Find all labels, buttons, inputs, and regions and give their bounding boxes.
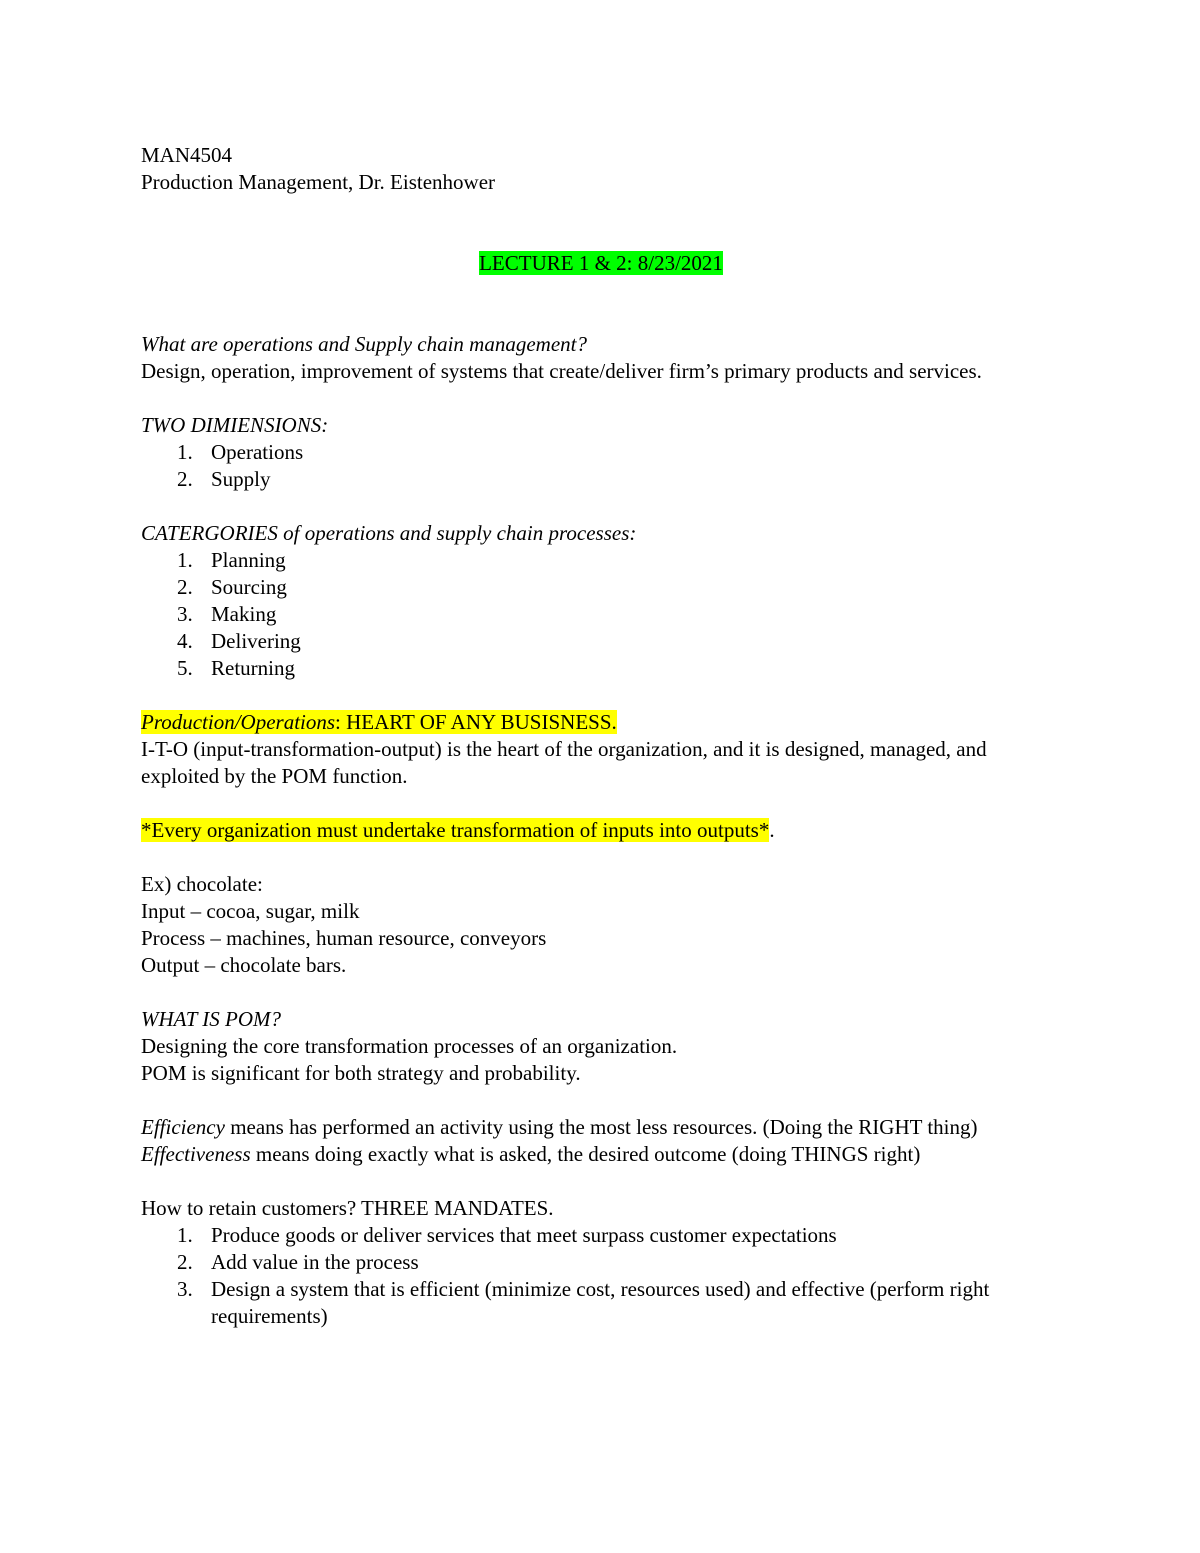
- efficiency-definition: [141, 1114, 1031, 1141]
- example-input: Input – cocoa, sugar, milk: [141, 899, 360, 923]
- list-item: 1. Planning: [177, 548, 286, 572]
- categories-list: [141, 547, 1061, 682]
- list-item: 5. Returning: [177, 656, 295, 680]
- list-item: 3. Design a system that is efficient (minimize cost, resources used) and effective (perform right requirements): [177, 1277, 990, 1328]
- effectiveness-definition: [141, 1141, 1061, 1168]
- production-heading-row: [141, 709, 1061, 736]
- course-title: Production Management, Dr. Eistenhower: [141, 170, 496, 194]
- example-title: Ex) chocolate:: [141, 872, 263, 896]
- list-item: 1. Operations: [177, 440, 304, 464]
- categories-heading: CATERGORIES of operations and supply chain processes:: [141, 521, 637, 545]
- osm-question: What are operations and Supply chain management?: [141, 332, 587, 356]
- list-item: 2. Sourcing: [177, 575, 287, 599]
- every-organization-statement: *Every organization must undertake transformation of inputs into outputs*: [141, 818, 770, 842]
- osm-answer: Design, operation, improvement of systems that create/deliver firm’s primary products and services.: [141, 359, 982, 383]
- every-organization-row: [141, 817, 1061, 844]
- lecture-heading-row: [141, 250, 1061, 277]
- course-code: MAN4504: [141, 143, 233, 167]
- list-item: 2. Supply: [177, 467, 271, 491]
- list-item: 1. Produce goods or deliver services that meet surpass customer expectations: [177, 1223, 837, 1247]
- mandates-list: [141, 1222, 1061, 1330]
- two-dimensions-list: [141, 439, 1061, 493]
- list-item: 3. Making: [177, 602, 277, 626]
- production-label-rest: : HEART OF ANY BUSISNESS.: [335, 710, 617, 734]
- efficiency-text: means has performed an activity using the most less resources. (Doing the RIGHT thing): [224, 1115, 978, 1139]
- effectiveness-term: Effectiveness: [141, 1142, 251, 1166]
- production-body: I-T-O (input-transformation-output) is the heart of the organization, and it is designed, managed, and exploited by the POM function.: [141, 737, 987, 788]
- every-organization-tail: .: [769, 818, 775, 842]
- pom-heading: WHAT IS POM?: [141, 1007, 281, 1031]
- lecture-title: LECTURE 1 & 2: 8/23/2021: [479, 251, 723, 275]
- pom-line-2: POM is significant for both strategy and probability.: [141, 1061, 581, 1085]
- example-output: Output – chocolate bars.: [141, 953, 347, 977]
- document-page: [141, 142, 1061, 1330]
- pom-line-1: Designing the core transformation processes of an organization.: [141, 1034, 678, 1058]
- example-process: Process – machines, human resource, conveyors: [141, 926, 547, 950]
- two-dimensions-heading: TWO DIMIENSIONS:: [141, 413, 329, 437]
- production-label: Production/Operations: [141, 710, 336, 734]
- list-item: 4. Delivering: [177, 629, 301, 653]
- mandates-heading: How to retain customers? THREE MANDATES.: [141, 1196, 554, 1220]
- efficiency-term: Efficiency: [141, 1115, 225, 1139]
- effectiveness-text: means doing exactly what is asked, the desired outcome (doing THINGS right): [250, 1142, 921, 1166]
- list-item: 2. Add value in the process: [177, 1250, 419, 1274]
